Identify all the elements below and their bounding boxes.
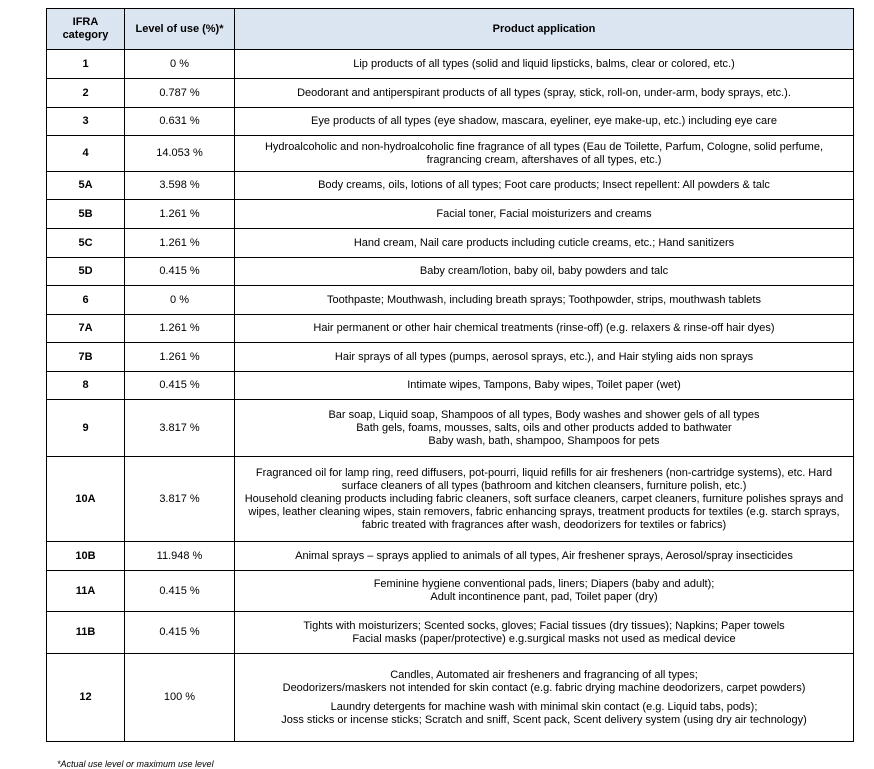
cell-level: 0 % xyxy=(125,286,235,315)
application-line: Hand cream, Nail care products including cuticle creams, etc.; Hand sanitizers xyxy=(353,236,735,249)
cell-category: 9 xyxy=(47,400,125,457)
application-line: Facial masks (paper/protective) e.g.surgical masks not used as medical device xyxy=(352,632,736,645)
application-line: Animal sprays – sprays applied to animals of all types, Air freshener sprays, Aerosol/spray insecticides xyxy=(295,549,793,562)
cell-level: 1.261 % xyxy=(125,229,235,258)
application-line: Laundry detergents for machine wash with minimal skin contact (e.g. Liquid tabs, pods); xyxy=(330,700,758,713)
cell-category: 11A xyxy=(47,571,125,612)
cell-category: 8 xyxy=(47,372,125,400)
cell-level: 3.817 % xyxy=(125,457,235,542)
application-line: Deodorant and antiperspirant products of all types (spray, stick, roll-on, under-arm, body sprays, etc.). xyxy=(297,86,791,99)
cell-level: 3.598 % xyxy=(125,172,235,200)
cell-application xyxy=(235,200,854,229)
table-row xyxy=(47,457,854,542)
cell-application xyxy=(235,108,854,136)
cell-category: 5B xyxy=(47,200,125,229)
cell-level: 0.415 % xyxy=(125,372,235,400)
cell-level: 0.787 % xyxy=(125,79,235,108)
header-category: IFRA category xyxy=(47,9,125,50)
cell-application xyxy=(235,457,854,542)
cell-level: 0.415 % xyxy=(125,258,235,286)
cell-level: 1.261 % xyxy=(125,200,235,229)
table-row xyxy=(47,612,854,654)
application-line: Hair sprays of all types (pumps, aerosol sprays, etc.), and Hair styling aids non sprays xyxy=(334,350,754,363)
cell-category: 5C xyxy=(47,229,125,258)
table-row xyxy=(47,108,854,136)
cell-category: 10B xyxy=(47,542,125,571)
header-application: Product application xyxy=(235,9,854,50)
application-line: Facial toner, Facial moisturizers and creams xyxy=(436,207,652,220)
cell-application xyxy=(235,286,854,315)
cell-category: 2 xyxy=(47,79,125,108)
application-line: Eye products of all types (eye shadow, mascara, eyeliner, eye make-up, etc.) including eye care xyxy=(311,115,777,127)
header-level: Level of use (%)* xyxy=(125,9,235,50)
application-line: Baby cream/lotion, baby oil, baby powders and talc xyxy=(419,265,669,277)
cell-application xyxy=(235,343,854,372)
cell-category: 12 xyxy=(47,654,125,742)
cell-level: 0.415 % xyxy=(125,571,235,612)
table-row xyxy=(47,571,854,612)
cell-level: 0.631 % xyxy=(125,108,235,136)
cell-level: 1.261 % xyxy=(125,343,235,372)
cell-application xyxy=(235,315,854,343)
application-line: Bath gels, foams, mousses, salts, oils and other products added to bathwater xyxy=(356,421,732,434)
application-line: Feminine hygiene conventional pads, liners; Diapers (baby and adult); xyxy=(373,578,715,590)
table-row xyxy=(47,542,854,571)
cell-application xyxy=(235,79,854,108)
table-row xyxy=(47,315,854,343)
table-row xyxy=(47,50,854,79)
cell-level: 0.415 % xyxy=(125,612,235,654)
application-line: Fragranced oil for lamp ring, reed diffusers, pot-pourri, liquid refills for air fresheners (non-cartridge systems), etc. Hard surface cleaners of all types (bathroom and kitchen cleansers, furniture polish, etc.) xyxy=(255,466,833,492)
cell-level: 0 % xyxy=(125,50,235,79)
cell-application xyxy=(235,172,854,200)
cell-application xyxy=(235,571,854,612)
application-line: Intimate wipes, Tampons, Baby wipes, Toilet paper (wet) xyxy=(407,379,681,391)
table-row xyxy=(47,258,854,286)
application-line: Hydroalcoholic and non-hydroalcoholic fine fragrance of all types (Eau de Toilette, Parfum, Cologne, solid perfume, fragrancing cream, aftershaves of all types, etc.) xyxy=(264,140,824,166)
cell-application xyxy=(235,258,854,286)
cell-level: 3.817 % xyxy=(125,400,235,457)
cell-application xyxy=(235,654,854,742)
cell-category: 4 xyxy=(47,136,125,172)
cell-category: 6 xyxy=(47,286,125,315)
application-line: Household cleaning products including fabric cleaners, soft surface cleaners, carpet cleaners, furniture polishes sprays and wipes, leather cleaning wipes, stain removers, fabric enhancing sprays, treatment products for textiles (e.g. starch sprays, fabric treated with fragrances after wash, deodorizers for textiles or fabrics) xyxy=(244,492,844,531)
cell-category: 3 xyxy=(47,108,125,136)
application-line: Bar soap, Liquid soap, Shampoos of all types, Body washes and shower gels of all types xyxy=(328,408,760,421)
table-row xyxy=(47,172,854,200)
application-line: Toothpaste; Mouthwash, including breath sprays; Toothpowder, strips, mouthwash tablets xyxy=(327,293,761,306)
cell-category: 11B xyxy=(47,612,125,654)
application-line: Lip products of all types (solid and liquid lipsticks, balms, clear or colored, etc.) xyxy=(353,57,735,70)
table-row xyxy=(47,400,854,457)
application-line: Baby wash, bath, shampoo, Shampoos for pets xyxy=(428,434,660,447)
cell-category: 7A xyxy=(47,315,125,343)
cell-level: 14.053 % xyxy=(125,136,235,172)
cell-category: 10A xyxy=(47,457,125,542)
cell-category: 1 xyxy=(47,50,125,79)
cell-category: 5D xyxy=(47,258,125,286)
cell-level: 1.261 % xyxy=(125,315,235,343)
cell-application xyxy=(235,229,854,258)
table-row xyxy=(47,286,854,315)
table-row xyxy=(47,372,854,400)
cell-application xyxy=(235,612,854,654)
application-line: Deodorizers/maskers not intended for skin contact (e.g. fabric drying machine deodorizers, carpet powders) xyxy=(282,681,806,694)
table-row xyxy=(47,229,854,258)
application-line: Tights with moisturizers; Scented socks, gloves; Facial tissues (dry tissues); Napkins; Paper towels xyxy=(303,619,785,632)
cell-application xyxy=(235,542,854,571)
table-row xyxy=(47,79,854,108)
application-line: Candles, Automated air fresheners and fragrancing of all types; xyxy=(390,668,698,681)
table-row xyxy=(47,654,854,742)
ifra-table xyxy=(46,8,854,742)
table-row xyxy=(47,200,854,229)
cell-level: 100 % xyxy=(125,654,235,742)
application-line: Joss sticks or incense sticks; Scratch and sniff, Scent pack, Scent delivery system (using dry air technology) xyxy=(281,713,807,726)
application-line: Hair permanent or other hair chemical treatments (rinse-off) (e.g. relaxers & rinse-off hair dyes) xyxy=(313,322,775,334)
application-line: Body creams, oils, lotions of all types; Foot care products; Insect repellent: All powders & talc xyxy=(318,179,770,191)
footnote: *Actual use level or maximum use level xyxy=(57,759,214,769)
cell-application xyxy=(235,400,854,457)
cell-level: 11.948 % xyxy=(125,542,235,571)
table-row xyxy=(47,343,854,372)
table-row xyxy=(47,136,854,172)
cell-application xyxy=(235,50,854,79)
application-line: Adult incontinence pant, pad, Toilet paper (dry) xyxy=(430,591,658,603)
header-row xyxy=(47,9,854,50)
cell-category: 7B xyxy=(47,343,125,372)
cell-application xyxy=(235,372,854,400)
cell-category: 5A xyxy=(47,172,125,200)
cell-application xyxy=(235,136,854,172)
